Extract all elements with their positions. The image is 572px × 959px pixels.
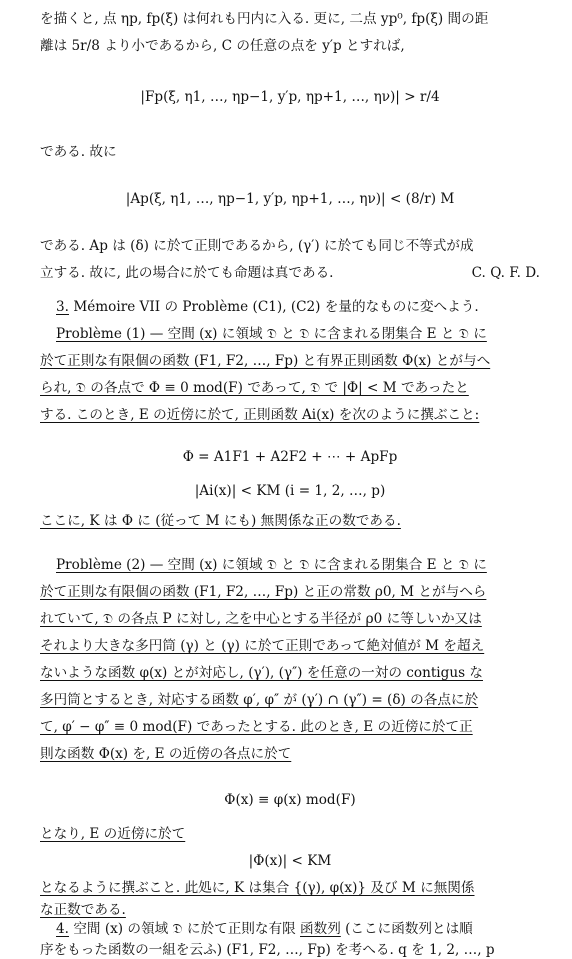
section-number: 3. [56,299,69,315]
section-text: (ここに函数列とは順 [345,921,473,937]
text-line: 離は 5r/8 より小であるから, C の任意の点を y′p とすれば, [40,38,405,54]
text-line: である. Ap は (δ) に於て正則であるから, (γ′) に於ても同じ不等式が成 [40,238,474,254]
section-text: 空間 (x) の領域 𝔇 に於て正則な有限 [73,921,296,937]
problem2-line: 於て正則な有限個の函数 (F1, F2, …, Fp) と正の常数 ρ0, M とが与へら [40,584,487,600]
problem2-equation: Φ(x) ≡ φ(x) mod(F) [224,792,356,808]
text-segment: 立する. 故に, 此の場合に於ても命題は真である. [40,265,334,281]
section-4-line [40,921,540,937]
defined-term: 函数列 [300,921,341,937]
problem1-equation: Φ = A1F1 + A2F2 + ⋯ + ApFp [182,449,398,465]
text-line: である. 故に [40,144,117,160]
problem1-line: する. このとき, E の近傍に於て, 正則函数 Ai(x) を次のように撰ぶこと: [40,407,480,423]
problem2-line: Problème (2) — 空間 (x) に領域 𝔇 と 𝔇 に含まれる閉集合 E と 𝔇 に [56,557,487,573]
problem1-line: 於て正則な有限個の函数 (F1, F2, …, Fp) と有界正則函数 Φ(x) とが与へ [40,353,491,369]
problem2-line: 則な函数 Φ(x) を, E の近傍の各点に於て [40,746,292,762]
problem2-inequality: |Φ(x)| < KM [248,853,332,869]
problem2-line: となり, E の近傍に於て [40,826,186,842]
problem2-line: それより大きな多円筒 (γ) と (γ) に於て正則であって絶対値が M を超え [40,638,485,654]
problem2-line: な正数である. [40,902,126,918]
problem2-line: 多円筒とするとき, 対応する函数 φ′, φ″ が (γ′) ∩ (γ″) = (δ) の各点に於 [40,692,479,708]
equation-2: |Ap(ξ, η1, …, ηp−1, y′p, ηp+1, …, ην)| < (8/r) M [125,191,455,207]
section-text: Mémoire VII の Problème (C1), (C2) を量的なものに変へよう. [73,299,479,315]
problem1-line: ここに, K は Φ に (従って M にも) 無関係な正の数である. [40,513,401,529]
problem2-line: て, φ′ − φ″ ≡ 0 mod(F) であったとする. 此のとき, E の近傍に於て正 [40,719,473,735]
text-line: を描くと, 点 ηp, fp(ξ) は何れも円内に入る. 更に, 二点 yp⁰, fp(ξ) 間の距 [40,11,489,27]
qed-mark: C. Q. F. D. [471,265,540,281]
section-4-line: 序をもった函数の一組を云ふ) (F1, F2, …, Fp) を考へる. q を 1, 2, …, p [40,942,495,958]
problem1-line: られ, 𝔇 の各点で Φ ≡ 0 mod(F) であって, 𝔇 で |Φ| < M であったと [40,380,469,396]
problem1-inequality: |Ai(x)| < KM (i = 1, 2, …, p) [194,483,386,499]
problem1-line: Problème (1) — 空間 (x) に領域 𝔇 と 𝔇 に含まれる閉集合 E と 𝔇 に [56,326,487,342]
text-line-with-qed [40,264,540,282]
problem2-line: れていて, 𝔇 の各点 P に対し, 之を中心とする半径が ρ0 に等しいか又は [40,611,482,627]
problem2-line: となるように撰ぶこと. 此処に, K は集合 {(γ), φ(x)} 及び M に無関係 [40,880,475,896]
equation-1: |Fp(ξ, η1, …, ηp−1, y′p, ηp+1, …, ην)| > r/4 [140,89,440,105]
section-3-heading [40,298,540,316]
problem2-line: ないような函数 φ(x) とが対応し, (γ′), (γ″) を任意の一対の contigus な [40,665,483,681]
section-number: 4. [56,921,69,937]
